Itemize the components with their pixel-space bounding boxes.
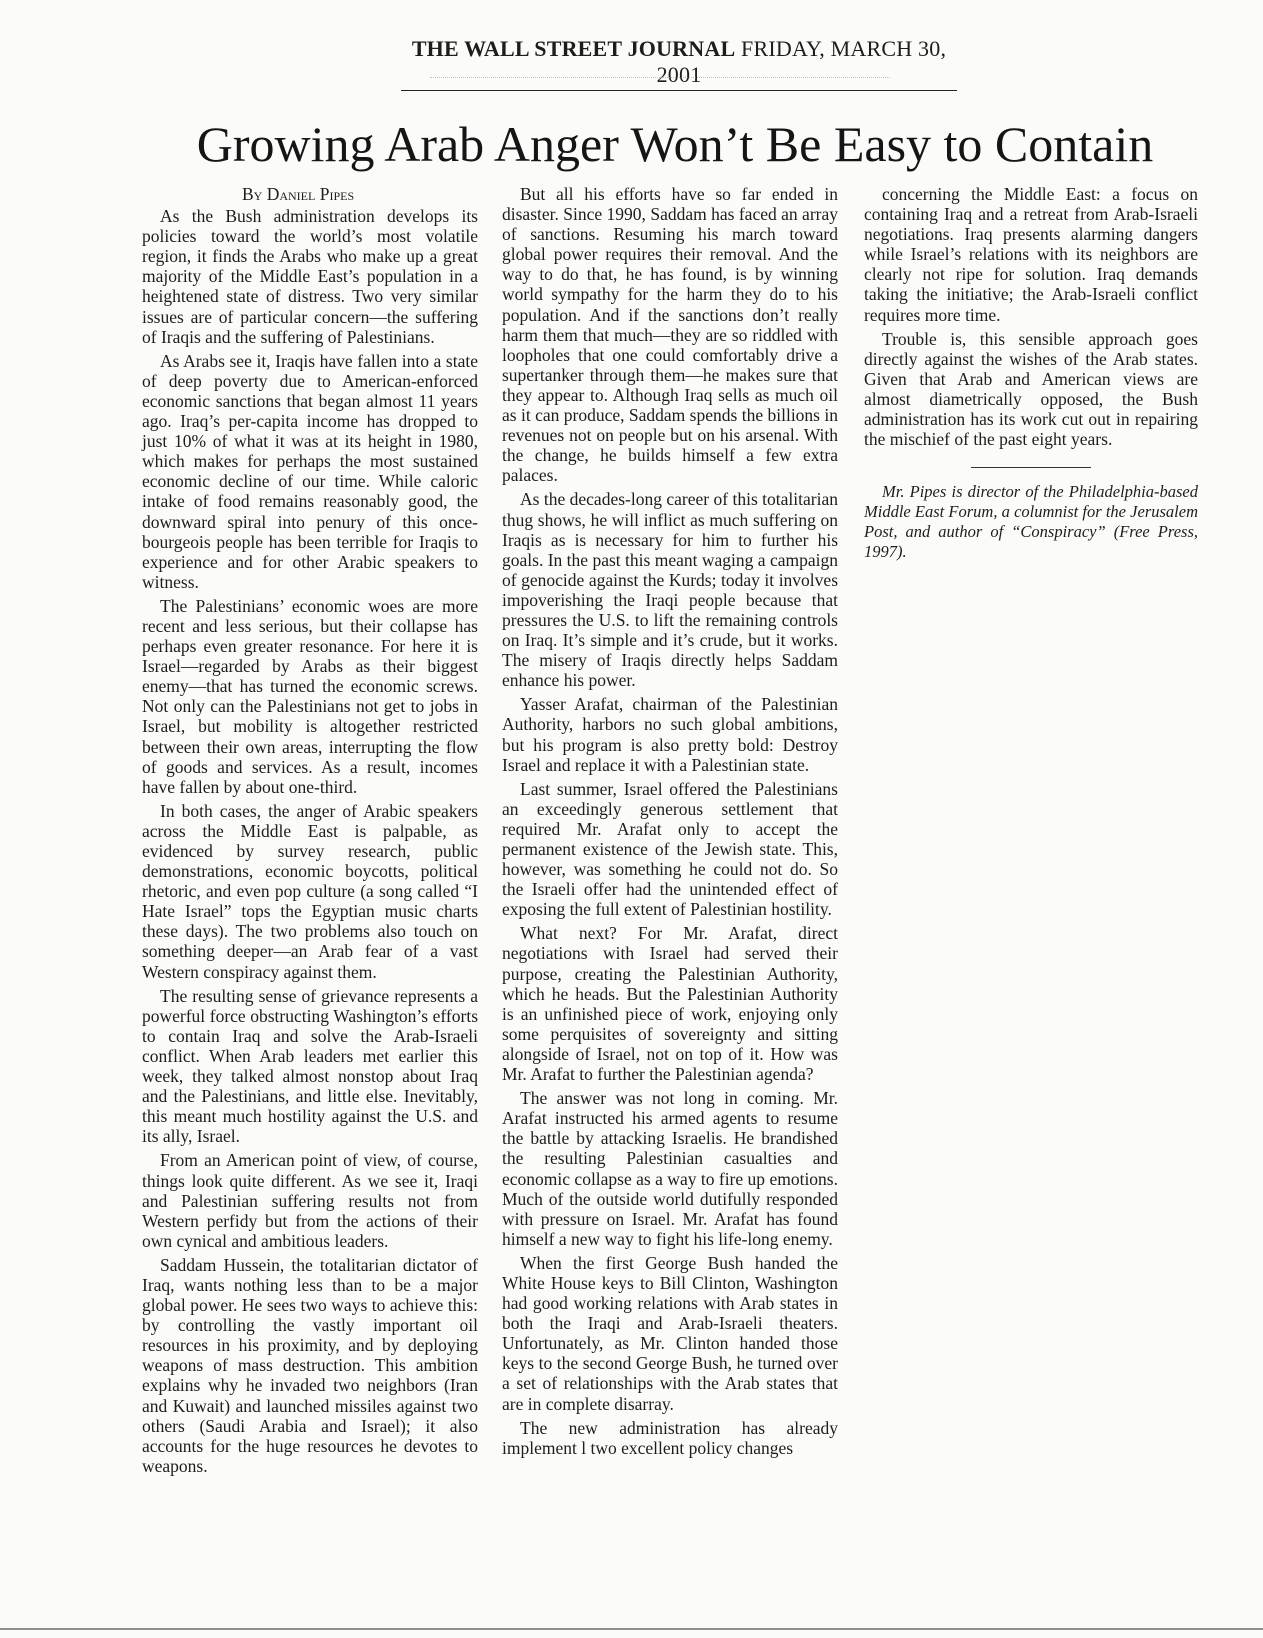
paragraph: From an American point of view, of course, things look quite different. As we see it, Iraqi and Palestinian suffering results not from Western perfidy but from the actions of their own cynical and ambitious leaders. (142, 1150, 478, 1251)
byline: By Daniel Pipes (242, 184, 355, 204)
paragraph: As the decades-long career of this totalitarian thug shows, he will inflict as much suffering on Iraqis as is necessary for him to further his goals. In the past this meant waging a campaign of genocide against the Kurds; today it involves impoverishing the Iraqi people because that pressures the U.S. to lift the remaining controls on Iraq. It’s simple and it’s crude, but it works. The misery of Iraqis directly helps Saddam enhance his power. (502, 489, 838, 691)
paragraph: But all his efforts have so far ended in disaster. Since 1990, Saddam has faced an array of sanctions. Resuming his march toward global power requires their removal. And the way to do that, he has found, is by winning world sympathy for the harm they do to his population. And if the sanctions don’t really harm them that much—they are so riddled with loopholes that one could comfortably drive a supertanker through them—he makes sure that they appear to. Although Iraq sells as much oil as it can produce, Saddam spends the billions in revenues not on people but on his arsenal. With the change, he builds himself a few extra palaces. (502, 184, 838, 486)
paragraph: The Palestinians’ economic woes are more recent and less serious, but their collapse has perhaps even greater resonance. For here it is Israel—regarded by Arabs as their biggest enemy—that has turned the economic screws. Not only can the Palestinians not get to jobs in Israel, but mobility is altogether restricted between their own areas, interrupting the flow of goods and services. As a result, incomes have fallen by about one-third. (142, 595, 478, 797)
paragraph: The new administration has already implement l two excellent policy changes (502, 1417, 838, 1458)
paragraph: As Arabs see it, Iraqis have fallen into a state of deep poverty due to American-enforced economic sanctions that began almost 11 years ago. Iraq’s per-capita income has dropped to just 10% of what it was at its height in 1980, which makes for perhaps the most sustained economic decline of our time. While caloric intake of food remains reasonably good, the downward spiral into penury of this once-bourgeois people has been terrible for Iraqis to experience and for other Arabic speakers to witness. (142, 350, 478, 592)
paragraph: When the first George Bush handed the White House keys to Bill Clinton, Washington had good working relations with Arab states in both the Iraqi and Arab-Israeli theaters. Unfortunately, as Mr. Clinton handed those keys to the second George Bush, he turned over a set of relationships with the Arab states that are in complete disarray. (502, 1252, 838, 1414)
print-speckle-divider (430, 77, 890, 79)
paragraph: What next? For Mr. Arafat, direct negotiations with Israel had served their purpose, creating the Palestinian Authority, which he heads. But the Palestinian Authority is an unfinished piece of work, enjoying only some perquisites of sovereignty and sitting alongside of Israel, not on top of it. How was Mr. Arafat to further the Palestinian agenda? (502, 923, 838, 1085)
section-divider (971, 467, 1091, 468)
paragraph: As the Bush administration develops its policies toward the world’s most volatile region, it finds the Arabs who make up a great majority of the Middle East’s population in a heightened state of distress. Two very similar issues are of particular concern—the suffering of Iraqis and the suffering of Palestinians. (142, 206, 478, 347)
page-edge-line (0, 1628, 1263, 1630)
headline: Growing Arab Anger Won’t Be Easy to Contain (196, 116, 1154, 172)
article-column-2 (502, 184, 838, 1462)
article-column-3 (864, 184, 1198, 566)
paragraph: Last summer, Israel offered the Palestinians an exceedingly generous settlement that required Mr. Arafat only to accept the permanent existence of the Jewish state. This, however, was something he could not do. So the Israeli offer had the unintended effect of exposing the full extent of Palestinian hostility. (502, 778, 838, 920)
paragraph: In both cases, the anger of Arabic speakers across the Middle East is palpable, as evidenced by survey research, public demonstrations, economic boycotts, political rhetoric, and even pop culture (a song called “I Hate Israel” tops the Egyptian music charts these days). The two problems also touch on something deeper—an Arab fear of a vast Western conspiracy against them. (142, 800, 478, 982)
masthead (401, 36, 957, 91)
issue-date: FRIDAY, MARCH 30, 2001 (656, 36, 947, 87)
article-column-1 (142, 184, 478, 1480)
newspaper-name: THE WALL STREET JOURNAL (411, 36, 736, 61)
paragraph: Saddam Hussein, the totalitarian dictator of Iraq, wants nothing less than to be a major global power. He sees two ways to achieve this: by controlling the vastly important oil resources in his proximity, and by deploying weapons of mass destruction. This ambition explains why he invaded two neighbors (Iran and Kuwait) and launched missiles against two others (Saudi Arabia and Israel); it also accounts for the huge resources he devotes to weapons. (142, 1254, 478, 1476)
author-bio: Mr. Pipes is director of the Philadelphia-based Middle East Forum, a columnist for the Jerusalem Post, and author of “Conspiracy” (Free Press, 1997). (864, 482, 1198, 562)
paragraph: Trouble is, this sensible approach goes directly against the wishes of the Arab states. Given that Arab and American views are almost diametrically opposed, the Bush administration has its work cut out in repairing the mischief of the past eight years. (864, 328, 1198, 450)
paragraph: concerning the Middle East: a focus on containing Iraq and a retreat from Arab-Israeli negotiations. Iraq presents alarming dangers while Israel’s relations with its neighbors are clearly not ripe for solution. Iraq demands taking the initiative; the Arab-Israeli conflict requires more time. (864, 184, 1198, 325)
paragraph: The answer was not long in coming. Mr. Arafat instructed his armed agents to resume the battle by attacking Israelis. He brandished the resulting Palestinian casualties and economic collapse as a way to fire up emotions. Much of the outside world dutifully responded with pressure on Israel. Mr. Arafat has found himself a new way to fight his life-long enemy. (502, 1088, 838, 1249)
paragraph: The resulting sense of grievance represents a powerful force obstructing Washington’s efforts to contain Iraq and solve the Arab-Israeli conflict. When Arab leaders met earlier this week, they talked almost nonstop about Iraq and the Palestinians, and little else. Inevitably, this meant much hostility against the U.S. and its ally, Israel. (142, 985, 478, 1147)
paragraph: Yasser Arafat, chairman of the Palestinian Authority, harbors no such global ambitions, but his program is also pretty bold: Destroy Israel and replace it with a Palestinian state. (502, 694, 838, 775)
